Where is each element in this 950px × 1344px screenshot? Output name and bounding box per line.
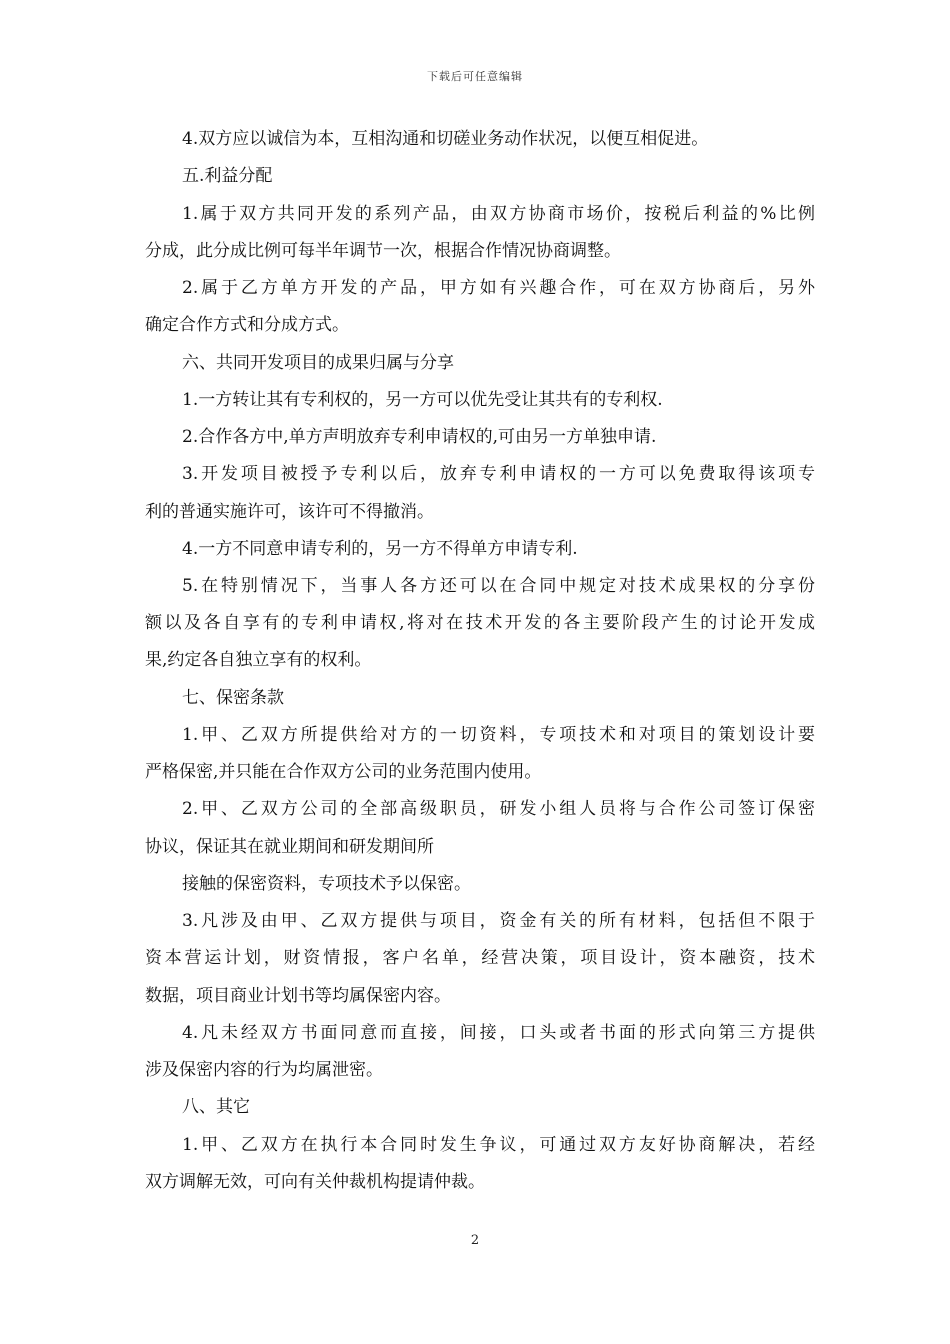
paragraph-line: 4.双方应以诚信为本，互相沟通和切磋业务动作状况，以便互相促进。 [182, 129, 709, 149]
paragraph-line: 分成，此分成比例可每半年调节一次，根据合作情况协商调整。 [145, 241, 621, 261]
paragraph-line: 2.属于乙方单方开发的产品，甲方如有兴趣合作，可在双方协商后，另外 [182, 278, 815, 298]
paragraph-line: 5.在特别情况下，当事人各方还可以在合同中规定对技术成果权的分享份 [182, 576, 815, 596]
paragraph-line: 2.合作各方中,单方声明放弃专利申请权的,可由另一方单独申请. [182, 427, 657, 447]
paragraph-line: 利的普通实施许可，该许可不得撤消。 [145, 502, 434, 522]
section-heading: 八、其它 [182, 1097, 250, 1117]
paragraph-line: 双方调解无效，可向有关仲裁机构提请仲裁。 [145, 1172, 485, 1192]
paragraph-line: 涉及保密内容的行为均属泄密。 [145, 1060, 383, 1080]
paragraph-line: 确定合作方式和分成方式。 [145, 315, 349, 335]
paragraph-line: 额以及各自享有的专利申请权,将对在技术开发的各主要阶段产生的讨论开发成 [145, 613, 815, 633]
paragraph-line: 1.甲、乙双方在执行本合同时发生争议，可通过双方友好协商解决，若经 [182, 1135, 815, 1155]
paragraph-line: 1.属于双方共同开发的系列产品，由双方协商市场价，按税后利益的%比例 [182, 204, 815, 224]
paragraph-line: 1.一方转让其有专利权的，另一方可以优先受让其共有的专利权. [182, 390, 663, 410]
page-number: 2 [470, 1233, 480, 1248]
paragraph-line: 4.一方不同意申请专利的，另一方不得单方申请专利. [182, 539, 578, 559]
paragraph-line: 数据，项目商业计划书等均属保密内容。 [145, 986, 451, 1006]
page-header: 下载后可任意编辑 [427, 70, 523, 83]
paragraph-line: 4.凡未经双方书面同意而直接，间接，口头或者书面的形式向第三方提供 [182, 1023, 815, 1043]
section-heading: 六、共同开发项目的成果归属与分享 [182, 353, 454, 373]
paragraph-line: 2.甲、乙双方公司的全部高级职员，研发小组人员将与合作公司签订保密 [182, 799, 815, 819]
paragraph-line: 果,约定各自独立享有的权利。 [145, 650, 372, 670]
section-heading: 七、保密条款 [182, 688, 284, 708]
paragraph-line: 协议，保证其在就业期间和研发期间所 [145, 837, 434, 857]
paragraph-line: 3.凡涉及由甲、乙双方提供与项目，资金有关的所有材料，包括但不限于 [182, 911, 815, 931]
paragraph-line: 资本营运计划，财资情报，客户名单，经营决策，项目设计，资本融资，技术 [145, 948, 815, 968]
paragraph-line: 接触的保密资料，专项技术予以保密。 [182, 874, 471, 894]
paragraph-line: 严格保密,并只能在合作双方公司的业务范围内使用。 [145, 762, 542, 782]
paragraph-line: 1.甲、乙双方所提供给对方的一切资料，专项技术和对项目的策划设计要 [182, 725, 815, 745]
paragraph-line: 3.开发项目被授予专利以后，放弃专利申请权的一方可以免费取得该项专 [182, 464, 815, 484]
section-heading: 五.利益分配 [182, 166, 273, 186]
